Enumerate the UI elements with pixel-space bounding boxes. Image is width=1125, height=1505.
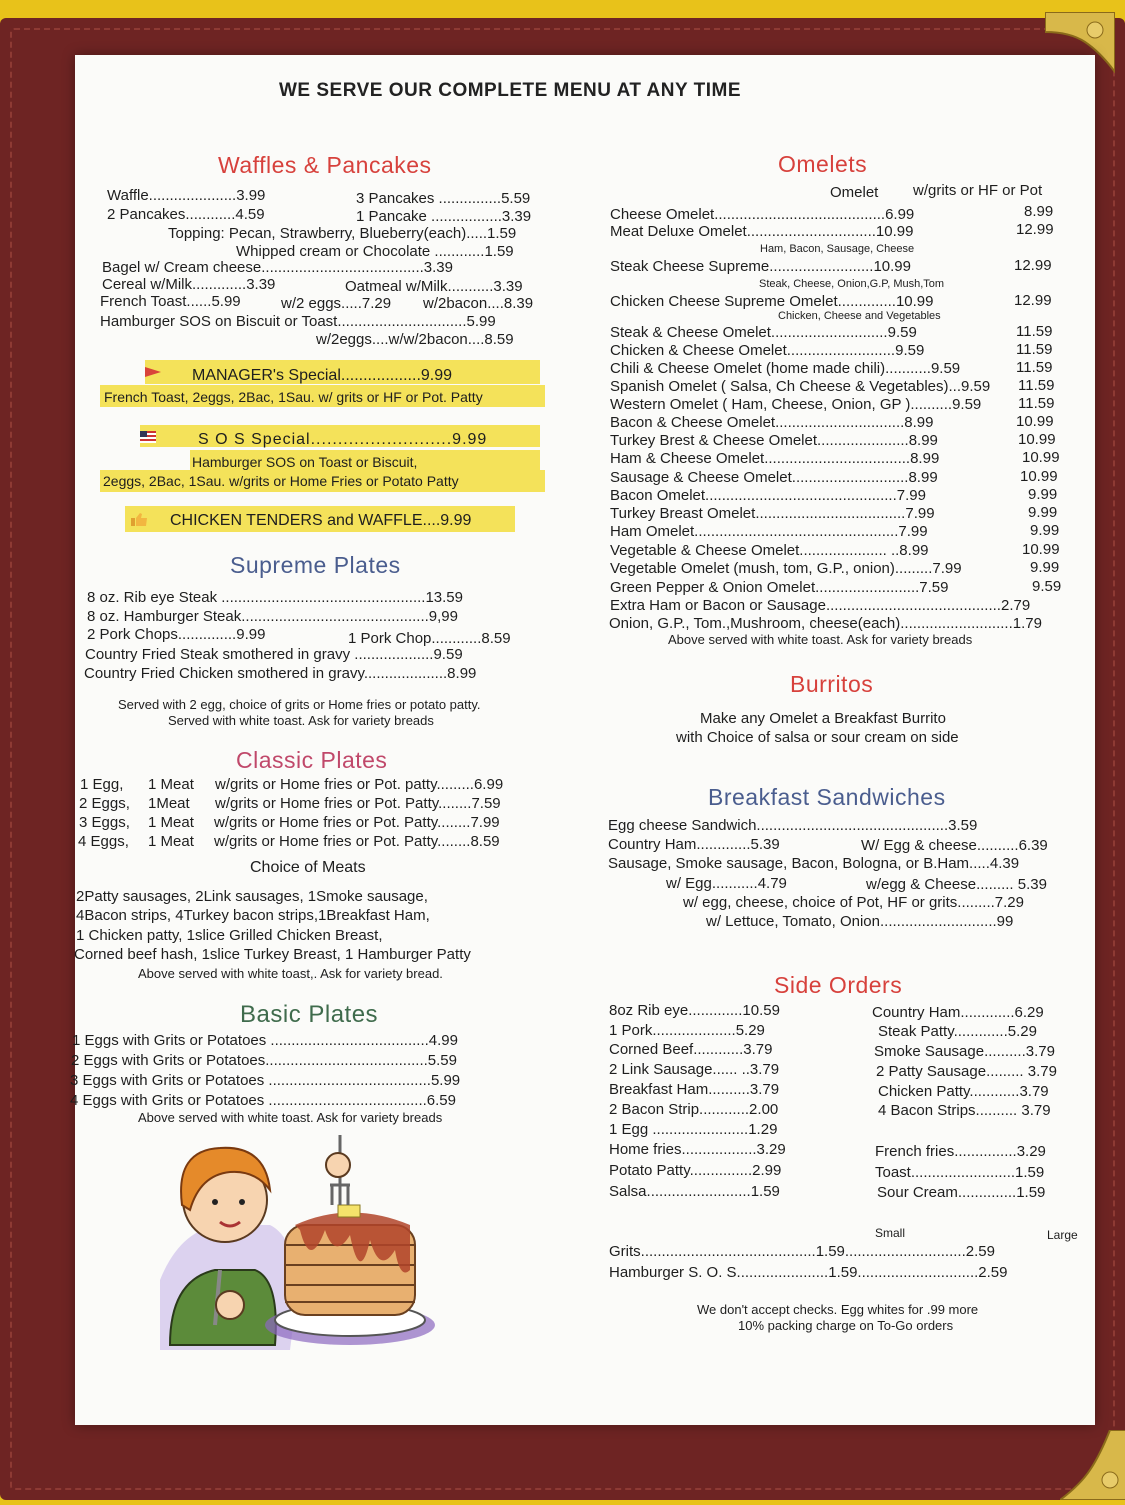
menu-item: Whipped cream or Chocolate ............1.59 [236,243,514,260]
side-item: Home fries..................3.29 [609,1141,786,1158]
omelet-item: Steak Cheese Supreme.........................10.99 [610,258,911,275]
menu-item: French Toast......5.99 [100,293,241,310]
omelet-item: Ham & Cheese Omelet...................................8.99 [610,450,940,467]
omelet-subtext: Ham, Bacon, Sausage, Cheese [760,243,915,255]
side-item: 2 Patty Sausage......... 3.79 [876,1063,1057,1080]
burrito-description: with Choice of salsa or sour cream on side [676,729,959,746]
omelet-item: Turkey Breast Omelet....................................7.99 [610,505,935,522]
footer-note: We don't accept checks. Egg whites for .99 more [697,1302,979,1317]
supreme-note: Served with white toast. Ask for variety breads [168,713,434,728]
classic-row-desc: w/grits or Home fries or Pot. Patty........7.59 [215,795,501,812]
side-item: 4 Bacon Strips.......... 3.79 [878,1102,1051,1119]
omelet-price-platter: 9.99 [1028,504,1058,521]
menu-item: Country Fried Steak smothered in gravy ...................9.59 [85,646,463,663]
supreme-note: Served with 2 egg, choice of grits or Home fries or potato patty. [118,697,481,712]
omelet-price-platter: 10.99 [1018,431,1056,448]
menu-item: 1 Pancake .................3.39 [356,208,532,225]
menu-item: Cereal w/Milk.............3.39 [102,276,276,293]
side-item: Corned Beef............3.79 [609,1041,773,1058]
section-title-sandwiches: Breakfast Sandwiches [708,784,946,810]
menu-item: Onion, G.P., Tom.,Mushroom, cheese(each)...........................1.79 [609,615,1042,632]
side-item: Grits..........................................1.59.............................2.59 [609,1243,995,1260]
classic-note: Above served with white toast,. Ask for variety bread. [138,966,443,981]
side-item: Country Ham.............6.29 [872,1004,1044,1021]
section-title-supreme: Supreme Plates [230,552,401,578]
omelet-item: Vegetable & Cheese Omelet..................... ..8.99 [610,542,929,559]
menu-item: Country Ham.............5.39 [608,836,780,853]
section-title-waffles: Waffles & Pancakes [218,152,432,178]
side-item: Potato Patty...............2.99 [609,1162,782,1179]
omelet-price-platter: 9.99 [1030,559,1060,576]
omelet-item: Bacon Omelet..............................................7.99 [610,487,926,504]
side-item: Hamburger S. O. S......................1.59.............................2.59 [609,1264,1008,1281]
menu-item: Egg cheese Sandwich..............................................3.59 [608,817,978,834]
omelet-item: Western Omelet ( Ham, Cheese, Onion, GP )..........9.59 [610,396,982,413]
omelet-item: Ham Omelet.................................................7.99 [610,523,928,540]
menu-item: 2 Eggs with Grits or Potatoes.......................................5.59 [71,1052,457,1069]
omelet-price-platter: 11.59 [1016,359,1053,376]
classic-row-meat: 1Meat [148,795,190,812]
menu-item: w/2eggs....w/w/2bacon....8.59 [316,331,514,348]
side-item: French fries...............3.29 [875,1143,1046,1160]
flag-icon [140,430,156,442]
omelet-item: Meat Deluxe Omelet...............................10.99 [610,223,914,240]
section-title-sides: Side Orders [774,972,903,998]
side-item: Toast.........................1.59 [875,1164,1045,1181]
menu-item: 4 Eggs with Grits or Potatoes ......................................6.59 [70,1092,456,1109]
omelet-price-platter: 11.59 [1016,323,1053,340]
menu-item: Country Fried Chicken smothered in gravy....................8.99 [84,665,477,682]
menu-item: 1 Pork Chop............8.59 [348,630,511,647]
menu-item: Waffle.....................3.99 [107,187,266,204]
special-sos-title: S O S Special..........................9.99 [198,431,488,448]
special-sos-description: Hamburger SOS on Toast or Biscuit, [192,454,418,470]
thumbs-up-icon [129,513,149,527]
menu-item: Bagel w/ Cream cheese.......................................3.39 [102,259,453,276]
classic-row-qty: 2 Eggs, [79,795,130,812]
omelet-subtext: Steak, Cheese, Onion,G.P, Mush,Tom [759,278,945,290]
meat-options: Corned beef hash, 1slice Turkey Breast, 1 Hamburger Patty [74,946,471,963]
omelet-price-platter: 11.59 [1018,377,1055,394]
omelet-price-platter: 12.99 [1014,292,1052,309]
menu-item: Oatmeal w/Milk...........3.39 [345,278,523,295]
omelet-item: Sausage & Cheese Omelet............................8.99 [610,469,938,486]
classic-row-qty: 4 Eggs, [78,833,129,850]
menu-item: w/egg & Cheese......... 5.39 [866,876,1047,893]
corner-ornament-icon [1060,1430,1125,1500]
footer-note: 10% packing charge on To-Go orders [738,1318,954,1333]
omelet-item: Green Pepper & Onion Omelet.........................7.59 [610,579,949,596]
classic-row-meat: 1 Meat [148,776,194,793]
omelet-item: Chicken Cheese Supreme Omelet..............10.99 [610,293,934,310]
classic-row-desc: w/grits or Home fries or Pot. Patty........8.59 [214,833,500,850]
classic-row-qty: 1 Egg, [80,776,124,793]
basic-note: Above served with white toast. Ask for variety breads [138,1110,443,1125]
omelet-item: Spanish Omelet ( Salsa, Ch Cheese & Vegetables)...9.59 [610,378,991,395]
omelet-price-platter: 8.99 [1024,203,1054,220]
menu-item: 2 Pork Chops..............9.99 [87,626,266,643]
menu-item: Sausage, Smoke sausage, Bacon, Bologna, or B.Ham.....4.39 [608,855,1020,872]
side-item: 2 Link Sausage...... ..3.79 [609,1061,780,1078]
section-title-omelets: Omelets [778,151,868,177]
omelet-subtext: Chicken, Cheese and Vegetables [778,310,941,322]
menu-item: Extra Ham or Bacon or Sausage..........................................2.79 [610,597,1031,614]
omelet-price-platter: 9.99 [1030,522,1060,539]
omelet-price-platter: 11.59 [1016,341,1053,358]
section-title-burritos: Burritos [790,671,874,697]
omelet-price-platter: 10.99 [1016,413,1054,430]
side-item: Chicken Patty............3.79 [878,1083,1049,1100]
meat-options: 4Bacon strips, 4Turkey bacon strips,1Breakfast Ham, [76,907,430,924]
menu-item: 1 Eggs with Grits or Potatoes ......................................4.99 [72,1032,458,1049]
omelet-price-platter: 12.99 [1016,221,1054,238]
menu-item: w/2 eggs.....7.29 [281,295,392,312]
omelet-price-platter: 10.99 [1020,468,1058,485]
omelet-item: Cheese Omelet.........................................6.99 [610,206,915,223]
section-title-classic: Classic Plates [236,747,388,773]
special-chicken-waffle: CHICKEN TENDERS and WAFFLE....9.99 [170,512,472,529]
classic-row-desc: w/grits or Home fries or Pot. patty.........6.99 [215,776,504,793]
omelet-price-platter: 12.99 [1014,257,1052,274]
section-title-basic: Basic Plates [240,1001,379,1028]
omelet-item: Turkey Brest & Cheese Omelet......................8.99 [610,432,938,449]
menu-item: 3 Eggs with Grits or Potatoes .......................................5.99 [70,1072,461,1089]
menu-item: Topping: Pecan, Strawberry, Blueberry(each).....1.59 [168,225,517,242]
side-item: 2 Bacon Strip............2.00 [609,1101,779,1118]
special-manager-description: French Toast, 2eggs, 2Bac, 1Sau. w/ grits or HF or Pot. Patty [104,389,483,405]
omelet-col-header: w/grits or HF or Pot [913,182,1043,199]
side-item: 1 Pork....................5.29 [609,1022,765,1039]
size-header-small: Small [875,1226,906,1240]
meat-options: 2Patty sausages, 2Link sausages, 1Smoke sausage, [76,888,428,905]
classic-row-meat: 1 Meat [148,833,194,850]
omelet-item: Steak & Cheese Omelet............................9.59 [610,324,917,341]
omelet-item: Bacon & Cheese Omelet...............................8.99 [610,414,934,431]
omelet-note: Above served with white toast. Ask for variety breads [668,632,973,647]
omelet-price-platter: 10.99 [1022,449,1060,466]
burrito-description: Make any Omelet a Breakfast Burrito [700,710,946,727]
menu-item: w/ Lettuce, Tomato, Onion............................99 [706,913,1014,930]
side-item: Smoke Sausage..........3.79 [874,1043,1055,1060]
menu-item: 8 oz. Hamburger Steak.............................................9,99 [87,608,458,625]
menu-item: 8 oz. Rib eye Steak .................................................13.59 [87,589,463,606]
side-item: Salsa.........................1.59 [609,1183,780,1200]
side-item: 1 Egg .......................1.29 [609,1121,778,1138]
side-item: Breakfast Ham..........3.79 [609,1081,780,1098]
menu-headline: WE SERVE OUR COMPLETE MENU AT ANY TIME [278,80,741,101]
menu-item: W/ Egg & cheese..........6.39 [861,837,1048,854]
side-item: 8oz Rib eye.............10.59 [609,1002,780,1019]
omelet-price-platter: 10.99 [1022,541,1060,558]
menu-item: w/ egg, cheese, choice of Pot, HF or grits.........7.29 [683,894,1024,911]
menu-item: Hamburger SOS on Biscuit or Toast...............................5.99 [100,313,496,330]
size-header-large: Large [1047,1228,1078,1242]
menu-item: 2 Pancakes............4.59 [107,206,265,223]
classic-row-meat: 1 Meat [148,814,194,831]
meat-options: 1 Chicken patty, 1slice Grilled Chicken Breast, [76,927,383,944]
omelet-item: Chicken & Cheese Omelet..........................9.59 [610,342,925,359]
menu-item: 3 Pancakes ...............5.59 [356,190,531,207]
special-manager-title: MANAGER's Special..................9.99 [192,367,453,384]
omelet-price-platter: 11.59 [1018,395,1055,412]
omelet-col-header: Omelet [830,184,879,201]
classic-row-qty: 3 Eggs, [79,814,130,831]
special-sos-description: 2eggs, 2Bac, 1Sau. w/grits or Home Fries or Potato Patty [103,473,459,489]
omelet-price-platter: 9.99 [1028,486,1058,503]
meats-title: Choice of Meats [250,859,366,876]
omelet-item: Chili & Cheese Omelet (home made chili)...........9.59 [610,360,961,377]
omelet-price-platter: 9.59 [1032,578,1062,595]
menu-item: w/2bacon....8.39 [423,295,534,312]
omelet-item: Vegetable Omelet (mush, tom, G.P., onion).........7.99 [610,560,962,577]
menu-item: w/ Egg...........4.79 [666,875,787,892]
side-item: Sour Cream..............1.59 [877,1184,1046,1201]
girl-with-pancakes-illustration [160,1130,450,1350]
classic-row-desc: w/grits or Home fries or Pot. Patty........7.99 [214,814,500,831]
pennant-icon [145,366,161,378]
side-item: Steak Patty.............5.29 [878,1023,1037,1040]
